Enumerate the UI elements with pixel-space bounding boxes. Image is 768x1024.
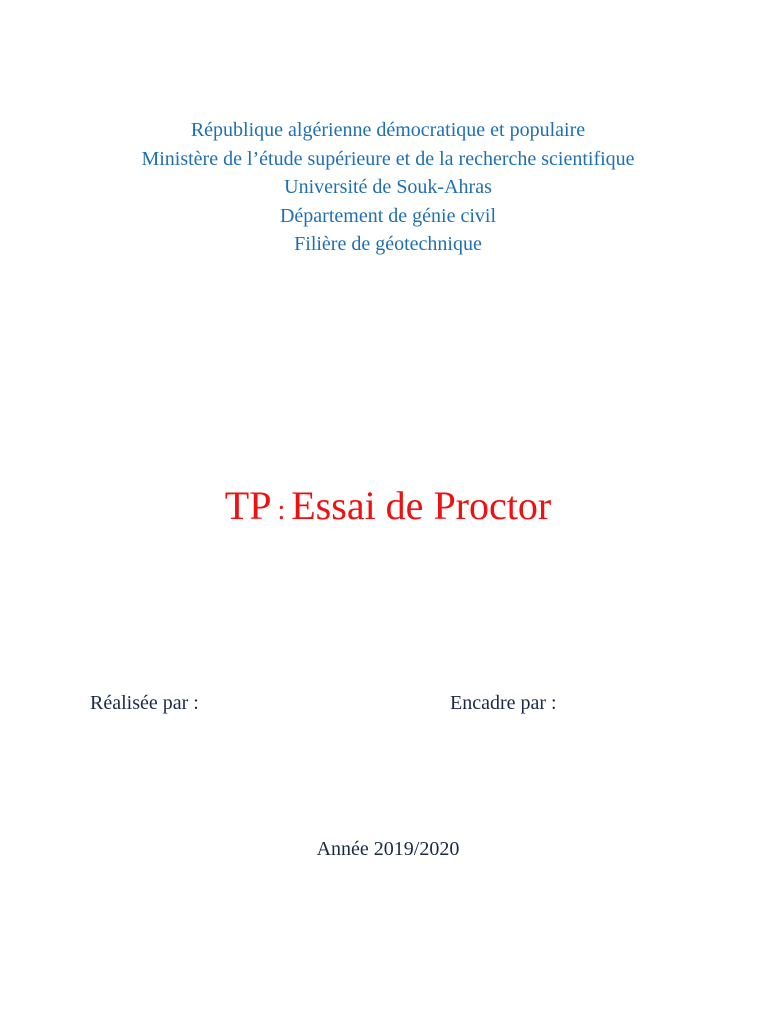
header-line-field: Filière de géotechnique xyxy=(294,233,482,256)
title-separator: : xyxy=(277,495,286,526)
header-line-department: Département de génie civil xyxy=(279,204,496,227)
title-text: Essai de Proctor xyxy=(291,483,552,528)
header-line-ministry: Ministère de l’étude supérieure et de la recherche scientifique xyxy=(141,147,635,170)
title-prefix: TP xyxy=(224,483,272,528)
supervised-by-label: Encadre par : xyxy=(450,692,557,714)
made-by-label: Réalisée par : xyxy=(90,692,199,714)
institution-header xyxy=(0,116,768,259)
academic-year: Année 2019/2020 xyxy=(316,838,460,860)
header-line-republic: République algérienne démocratique et populaire xyxy=(190,119,586,141)
header-line-university: Université de Souk-Ahras xyxy=(284,176,492,199)
document-title xyxy=(0,480,768,537)
